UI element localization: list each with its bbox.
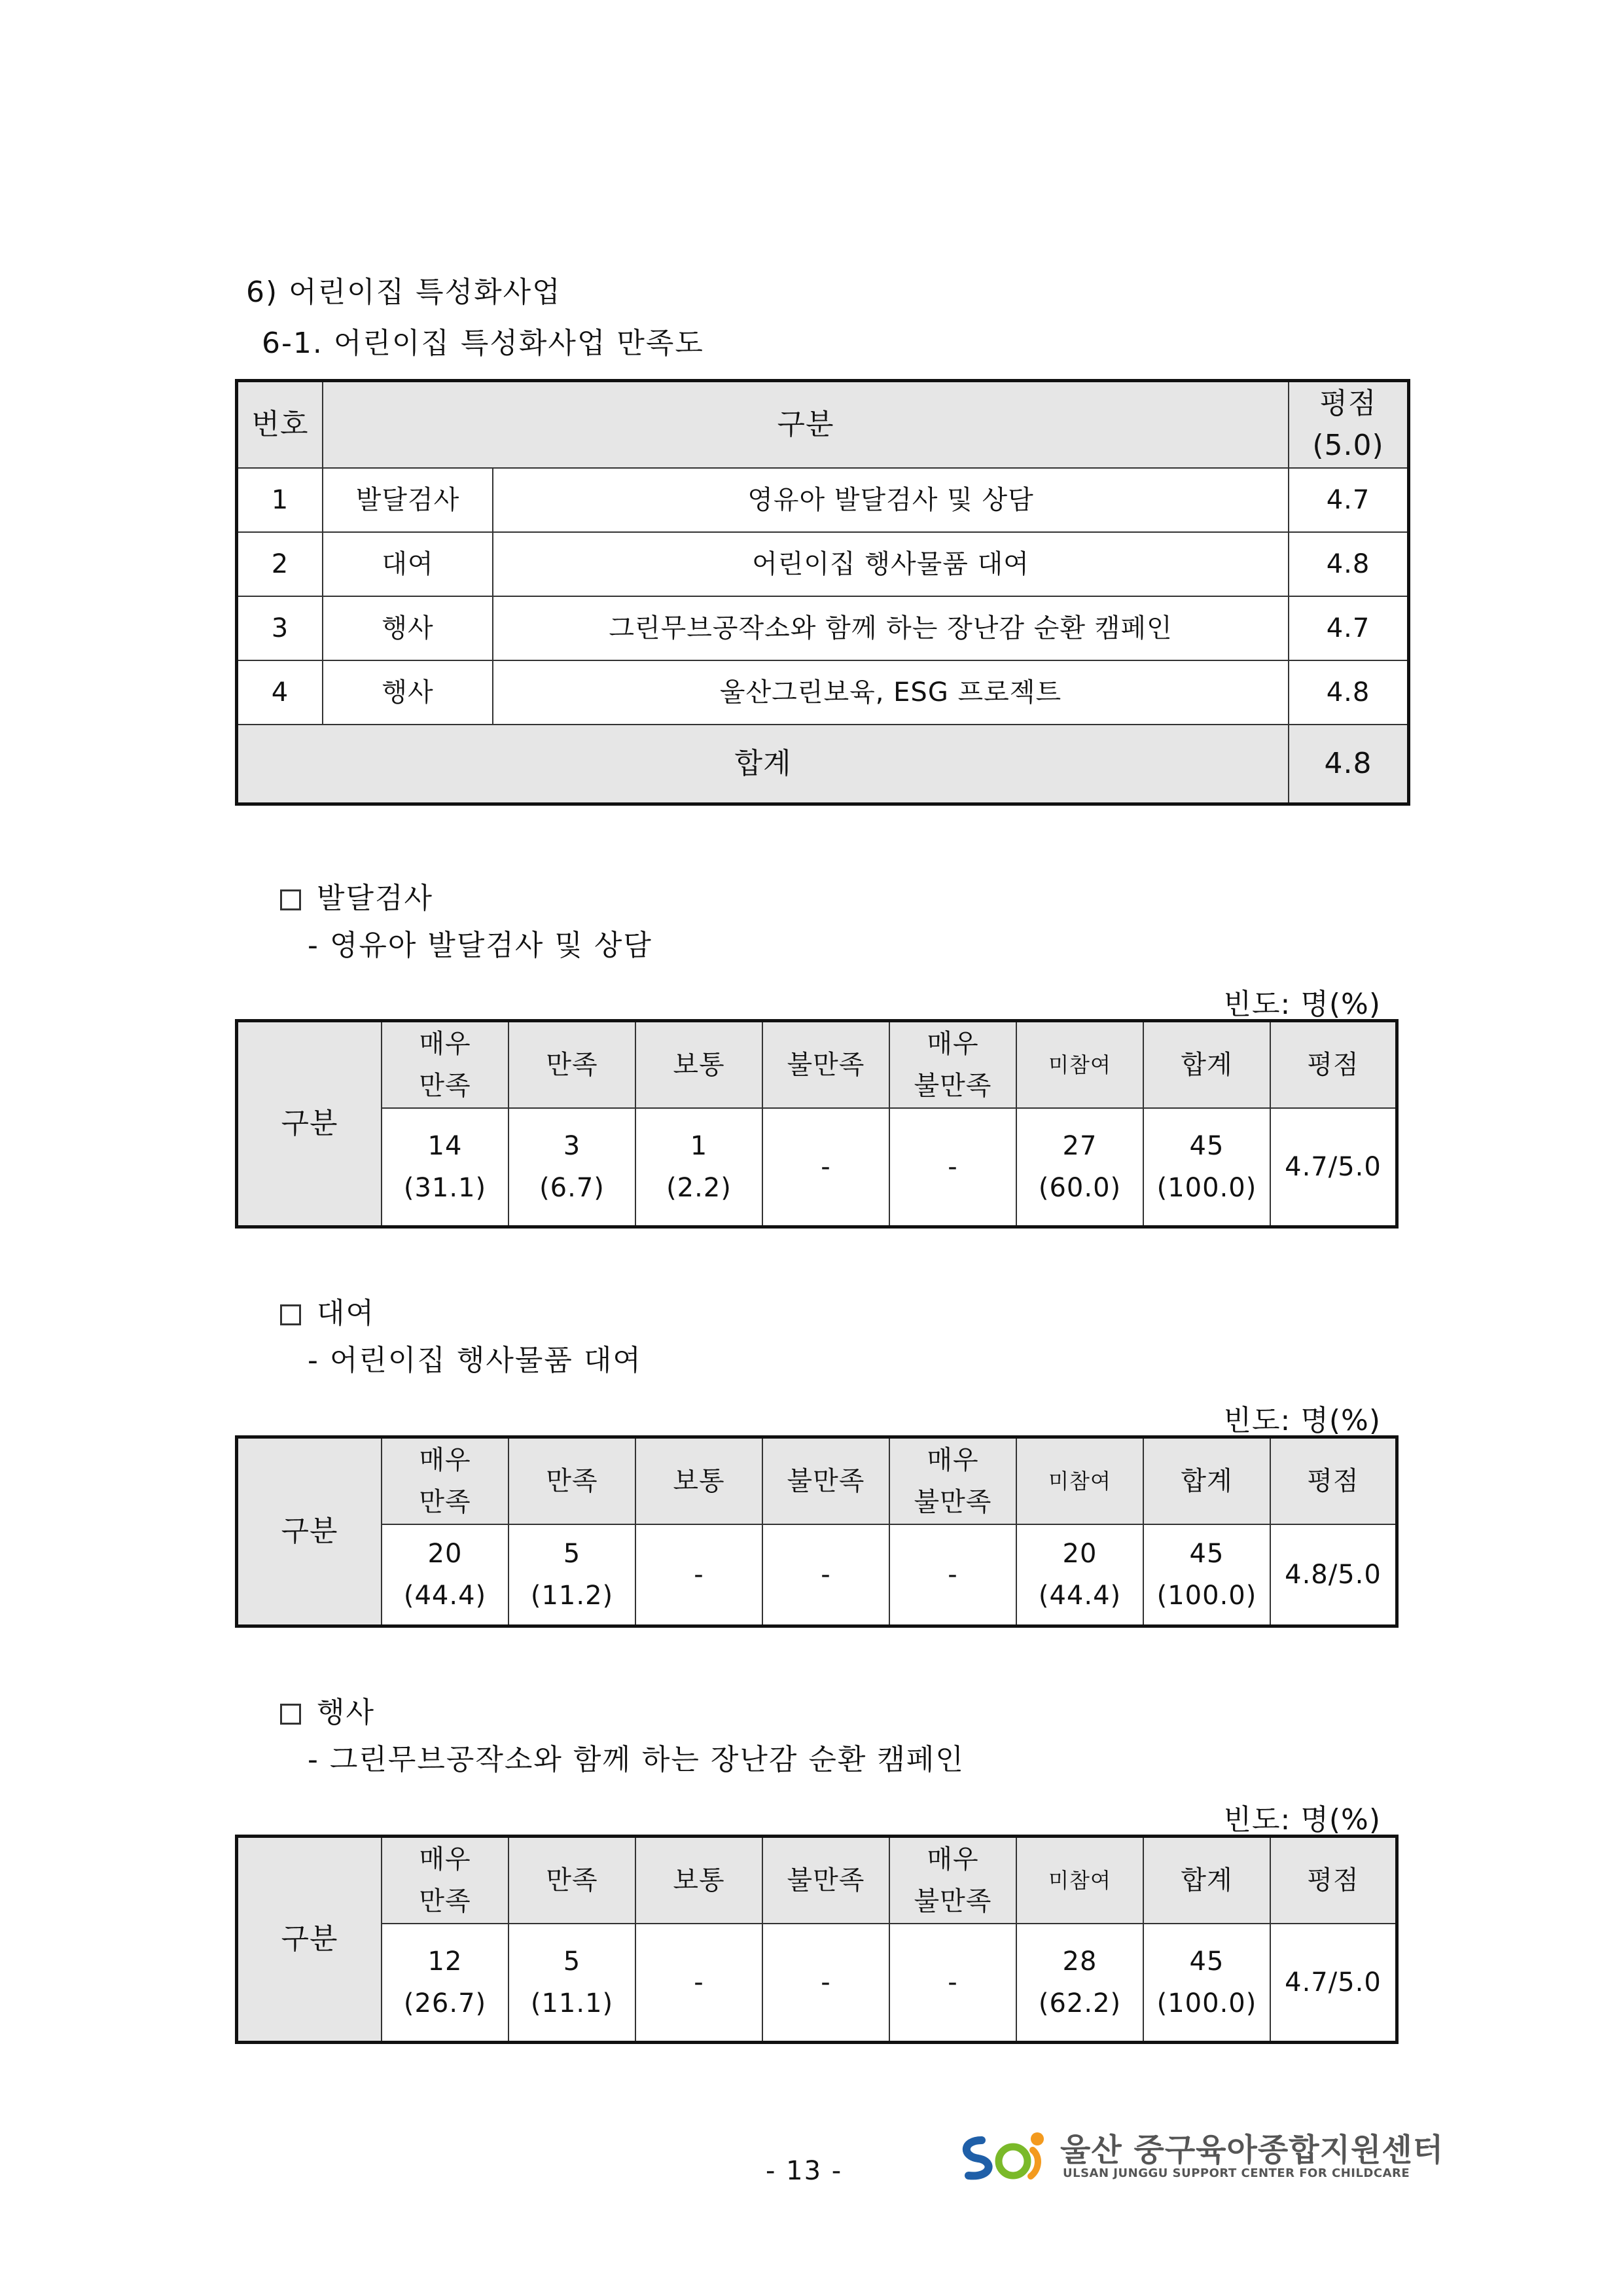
row-name: 영유아 발달검사 및 상담	[493, 468, 1289, 532]
header-very-dissatisfied-2: 불만족	[914, 1886, 992, 1916]
cell-count: 45	[1189, 1539, 1224, 1569]
table-row	[238, 660, 1408, 725]
header-very-satisfied-2: 만족	[419, 1886, 471, 1916]
cell-score: 4.7/5.0	[1270, 1924, 1396, 2041]
header-score: 평점	[1270, 1438, 1396, 1524]
table-row	[238, 1108, 1396, 1226]
header-very-satisfied-1: 매우	[419, 1445, 471, 1475]
checkbox-icon	[280, 1704, 301, 1725]
cell-score: 4.7/5.0	[1270, 1108, 1396, 1226]
cell-pct: (44.4)	[403, 1581, 487, 1611]
row-no: 2	[238, 532, 323, 596]
cell-pct: (11.2)	[530, 1581, 614, 1611]
detail-table-2	[237, 1437, 1397, 1626]
header-category: 구분	[238, 1837, 382, 2041]
section-heading-3-text: 행사	[317, 1696, 376, 1729]
cell-count: 3	[563, 1131, 581, 1161]
header-score-line1: 평점	[1319, 387, 1377, 420]
header-category: 구분	[238, 1022, 382, 1226]
header-dissatisfied: 불만족	[762, 1022, 889, 1108]
cell-count: 1	[690, 1131, 708, 1161]
cell-pct: (62.2)	[1038, 1988, 1122, 2018]
cell-count: -	[889, 1524, 1016, 1625]
logo-mark-icon	[955, 2121, 1054, 2186]
row-no: 4	[238, 660, 323, 725]
table-row	[238, 468, 1408, 532]
cell-count: -	[635, 1524, 762, 1625]
header-neutral: 보통	[635, 1837, 762, 1924]
cell-pct: (100.0)	[1156, 1988, 1257, 2018]
header-neutral: 보통	[635, 1022, 762, 1108]
cell-count: 12	[427, 1946, 463, 1977]
summary-table	[237, 381, 1408, 804]
section-heading-2	[280, 1289, 375, 1331]
cell-count: -	[762, 1924, 889, 2041]
header-score	[1289, 382, 1408, 468]
cell-count: 20	[427, 1539, 463, 1569]
cell-score: 4.8/5.0	[1270, 1524, 1396, 1625]
header-score-line2: (5.0)	[1312, 429, 1384, 462]
section-heading-1	[280, 874, 433, 916]
cell-pct: (60.0)	[1038, 1173, 1122, 1203]
subsection-title: 6-1. 어린이집 특성화사업 만족도	[262, 327, 704, 360]
row-name: 어린이집 행사물품 대여	[493, 532, 1289, 596]
cell-pct: (26.7)	[403, 1988, 487, 2018]
cell-count: -	[762, 1524, 889, 1625]
logo-text-ko: 울산 중구육아종합지원센터	[1060, 2132, 1444, 2168]
cell-count: 28	[1062, 1946, 1097, 1977]
cell-count: 5	[563, 1539, 581, 1569]
detail-table-3	[237, 1837, 1397, 2042]
header-neutral: 보통	[635, 1438, 762, 1524]
header-total: 합계	[1143, 1837, 1270, 1924]
cell-count: 45	[1189, 1131, 1224, 1161]
header-very-satisfied-1: 매우	[419, 1844, 471, 1874]
cell-count: -	[889, 1108, 1016, 1226]
header-very-satisfied-1: 매우	[419, 1029, 471, 1059]
cell-pct: (11.1)	[530, 1988, 614, 2018]
row-type: 발달검사	[323, 468, 493, 532]
row-score: 4.7	[1289, 596, 1408, 660]
cell-count: 45	[1189, 1946, 1224, 1977]
header-very-dissatisfied-1: 매우	[927, 1445, 979, 1475]
row-name: 울산그린보육, ESG 프로젝트	[493, 660, 1289, 725]
header-score: 평점	[1270, 1837, 1396, 1924]
header-total: 합계	[1143, 1022, 1270, 1108]
table-row	[238, 532, 1408, 596]
header-satisfied: 만족	[508, 1438, 635, 1524]
unit-label-3: 빈도: 명(%)	[1223, 1803, 1381, 1837]
row-type: 대여	[323, 532, 493, 596]
header-dissatisfied: 불만족	[762, 1837, 889, 1924]
cell-count: -	[762, 1108, 889, 1226]
row-type: 행사	[323, 596, 493, 660]
page-number: - 13 -	[766, 2156, 843, 2186]
header-no: 번호	[238, 382, 323, 468]
header-very-dissatisfied-2: 불만족	[914, 1071, 992, 1101]
unit-label-2: 빈도: 명(%)	[1223, 1404, 1381, 1437]
row-name: 그린무브공작소와 함께 하는 장난감 순환 캠페인	[493, 596, 1289, 660]
row-score: 4.7	[1289, 468, 1408, 532]
header-very-satisfied-2: 만족	[419, 1071, 471, 1101]
section-heading-1-text: 발달검사	[317, 882, 434, 915]
table-row	[238, 1924, 1396, 2041]
header-non-participation: 미참여	[1016, 1837, 1143, 1924]
header-total: 합계	[1143, 1438, 1270, 1524]
header-satisfied: 만족	[508, 1022, 635, 1108]
header-very-satisfied-2: 만족	[419, 1487, 471, 1517]
total-label: 합계	[238, 725, 1289, 803]
checkbox-icon	[280, 1304, 301, 1325]
table-row	[238, 596, 1408, 660]
row-no: 3	[238, 596, 323, 660]
cell-pct: (2.2)	[666, 1173, 732, 1203]
footer-logo	[955, 2121, 1444, 2186]
row-score: 4.8	[1289, 660, 1408, 725]
section-heading-3	[280, 1689, 375, 1731]
header-category: 구분	[323, 382, 1289, 468]
logo-text-en: ULSAN JUNGGU SUPPORT CENTER FOR CHILDCARE	[1063, 2166, 1410, 2180]
header-satisfied: 만족	[508, 1837, 635, 1924]
section-item-1: - 영유아 발달검사 및 상담	[308, 929, 652, 962]
cell-count: 5	[563, 1946, 581, 1977]
unit-label-1: 빈도: 명(%)	[1223, 988, 1381, 1021]
table-row	[238, 1524, 1396, 1625]
section-item-3: - 그린무브공작소와 함께 하는 장난감 순환 캠페인	[308, 1743, 965, 1776]
header-very-dissatisfied-1: 매우	[927, 1029, 979, 1059]
cell-pct: (100.0)	[1156, 1581, 1257, 1611]
cell-pct: (6.7)	[539, 1173, 605, 1203]
section-item-2: - 어린이집 행사물품 대여	[308, 1344, 642, 1377]
total-score: 4.8	[1289, 725, 1408, 803]
cell-count: 14	[427, 1131, 463, 1161]
cell-count: -	[635, 1924, 762, 2041]
checkbox-icon	[280, 889, 301, 910]
detail-table-1	[237, 1021, 1397, 1227]
cell-count: -	[889, 1924, 1016, 2041]
header-very-dissatisfied-2: 불만족	[914, 1487, 992, 1517]
cell-pct: (44.4)	[1038, 1581, 1122, 1611]
cell-pct: (100.0)	[1156, 1173, 1257, 1203]
section-title: 6) 어린이집 특성화사업	[246, 276, 562, 309]
row-score: 4.8	[1289, 532, 1408, 596]
row-no: 1	[238, 468, 323, 532]
cell-pct: (31.1)	[403, 1173, 487, 1203]
row-type: 행사	[323, 660, 493, 725]
cell-count: 20	[1062, 1539, 1097, 1569]
header-non-participation: 미참여	[1016, 1438, 1143, 1524]
header-dissatisfied: 불만족	[762, 1438, 889, 1524]
cell-count: 27	[1062, 1131, 1097, 1161]
header-non-participation: 미참여	[1016, 1022, 1143, 1108]
section-heading-2-text: 대여	[317, 1297, 376, 1330]
header-very-dissatisfied-1: 매우	[927, 1844, 979, 1874]
header-category: 구분	[238, 1438, 382, 1625]
header-score: 평점	[1270, 1022, 1396, 1108]
